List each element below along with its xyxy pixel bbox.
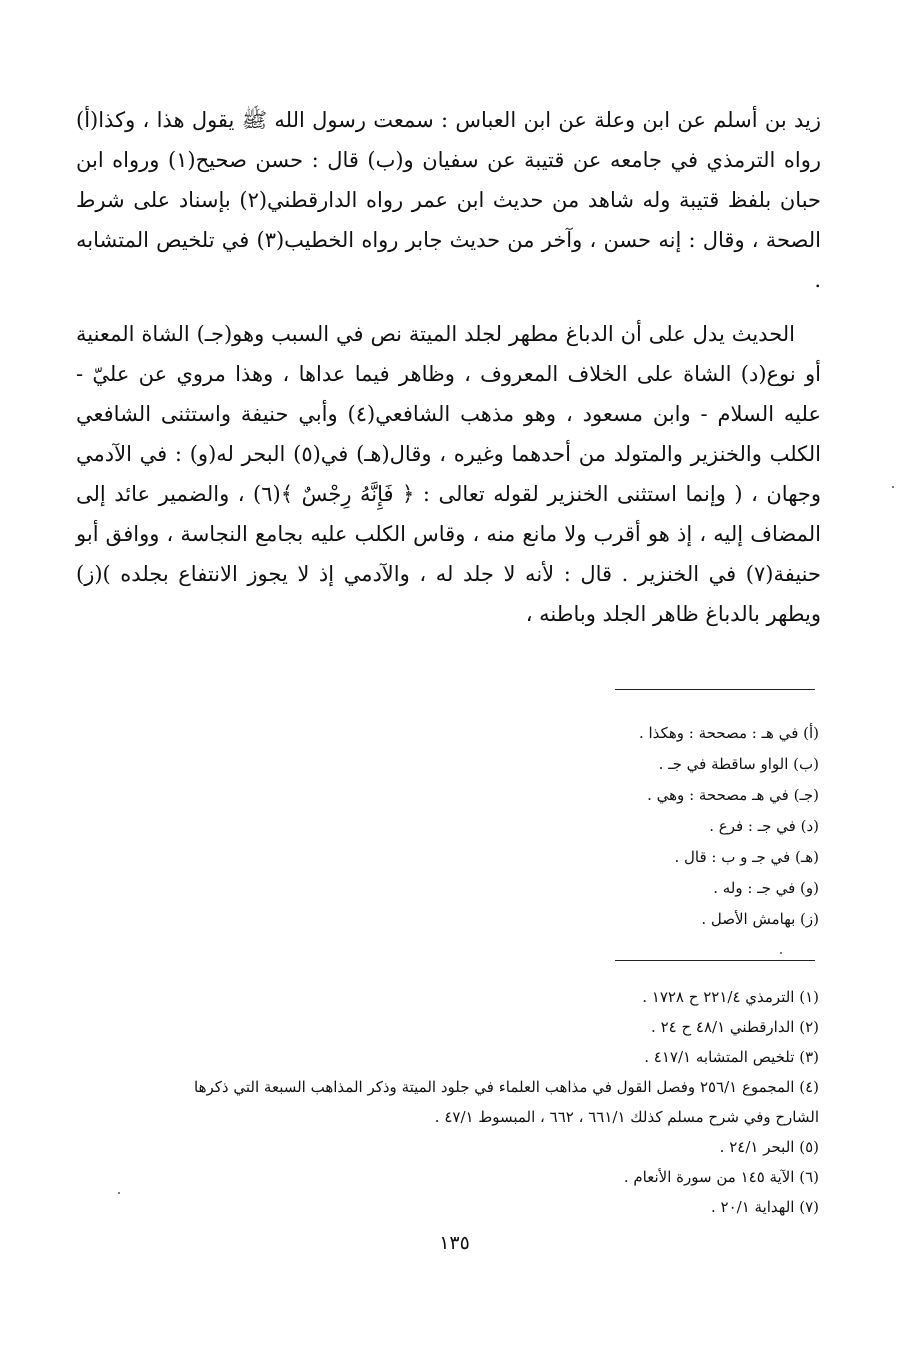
footnote-2: (٢) الدارقطني ٤٨/١ ح ٢٤ .	[651, 1018, 819, 1036]
footnote-ha: (هـ) في جـ و ب : قال .	[674, 848, 819, 866]
footnote-4-continuation: الشارح وفي شرح مسلم كذلك ٦٦١/١ ، ٦٦٢ ، المبسوط ٤٧/١ .	[434, 1108, 819, 1126]
footnote-alif: (أ) في هـ : مصححة : وهكذا .	[638, 724, 819, 742]
footnote-waw: (و) في جـ : وله .	[713, 879, 819, 897]
footnote-4: (٤) المجموع ٢٥٦/١ وفصل القول في مذاهب العلماء في جلود الميتة وذكر المذاهب السبعة التي ذكرها	[194, 1078, 819, 1096]
footnote-7: (٧) الهداية ٢٠/١ .	[710, 1198, 819, 1216]
letter-footnotes	[79, 718, 819, 935]
paragraph-commentary: الحديث يدل على أن الدباغ مطهر لجلد الميتة نص في السبب وهو(جـ) الشاة المعنية أو نوع(د) الشاة على الخلاف المعروف ، وظاهر فيما عداها ، وهذا مروي عن عليّ - عليه السلام - وابن مسعود ، وهو مذهب الشافعي(٤) وأبي حنيفة واستثنى الشافعي الكلب والخنزير والمتولد من أحدهما وغيره ، وقال(هـ) في(٥) البحر له(و) : في الآدمي وجهان ، ( وإنما استثنى الخنزير لقوله تعالى : ﴿ فَإِنَّهُ رِجْسٌ ﴾(٦) ، والضمير عائد إلى المضاف إليه ، إذ هو أقرب ولا مانع منه ، وقاس الكلب عليه بجامع النجاسة ، ووافق أبو حنيفة(٧) في الخنزير . قال : لأنه لا جلد له ، والآدمي إذ لا يجوز الانتفاع بجلده )(ز) ويطهر بالدباغ ظاهر الجلد وباطنه ،	[76, 322, 822, 626]
footnote-1: (١) الترمذي ٢٢١/٤ ح ١٧٢٨ .	[642, 988, 819, 1006]
scan-speck	[118, 1192, 120, 1194]
footnote-5: (٥) البحر ٢٤/١ .	[719, 1138, 819, 1156]
footnote-separator-numbers	[615, 960, 815, 961]
footnote-separator-letters	[615, 689, 815, 690]
numbered-footnotes	[79, 982, 819, 1222]
footnote-3: (٣) تلخيص المتشابه ٤١٧/١ .	[644, 1048, 819, 1066]
footnote-jim: (جـ) في هـ مصححة : وهي .	[647, 786, 819, 804]
footnote-zay: (ز) بهامش الأصل .	[701, 910, 819, 928]
footnote-6: (٦) الآية ١٤٥ من سورة الأنعام .	[623, 1168, 819, 1186]
footnote-dal: (د) في جـ : فرع .	[709, 817, 819, 835]
scan-speck	[780, 952, 782, 954]
main-text	[76, 100, 821, 634]
footnote-ba: (ب) الواو ساقطة في جـ .	[658, 755, 819, 773]
scan-speck	[892, 486, 894, 488]
page-number: ١٣٥	[439, 1232, 470, 1254]
paragraph-hadith-narration: زيد بن أسلم عن ابن وعلة عن ابن العباس : سمعت رسول الله ﷺ يقول هذا ، وكذا(أ) رواه الترمذي في جامعه عن قتيبة عن سفيان و(ب) قال : حسن صحيح(١) ورواه ابن حبان بلفظ قتيبة وله شاهد من حديث ابن عمر رواه الدارقطني(٢) بإسناد على شرط الصحة ، وقال : إنه حسن ، وآخر من حديث جابر رواه الخطيب(٣) في تلخيص المتشابه .	[76, 108, 822, 292]
